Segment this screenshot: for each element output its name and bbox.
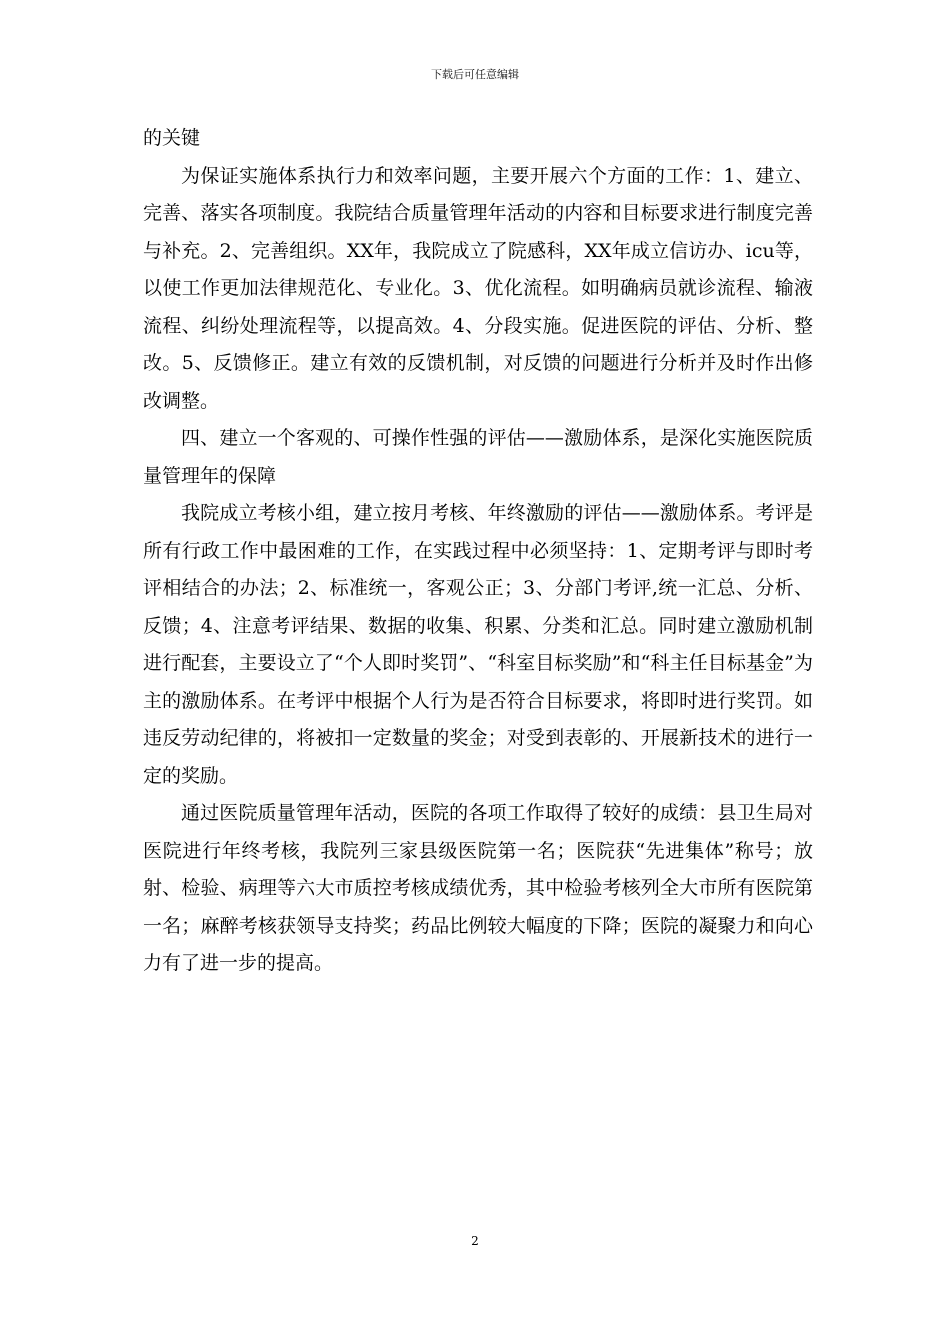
paragraph-results: 通过医院质量管理年活动，医院的各项工作取得了较好的成绩：县卫生局对医院进行年终考核，我院列三家县级医院第一名；医院获“先进集体”称号；放射、检验、病理等六大市质控考核成绩优秀，其中检验考核列全大市所有医院第一名；麻醉考核获领导支持奖；药品比例较大幅度的下降；医院的凝聚力和向心力有了进一步的提高。	[143, 802, 813, 974]
paragraph-continuation: 的关键	[143, 127, 201, 149]
page-header: 下载后可任意编辑	[431, 68, 519, 81]
page-number: 2	[471, 1234, 479, 1248]
section-heading-evaluation-system: 四、建立一个客观的、可操作性强的评估——激励体系，是深化实施医院质量管理年的保障	[143, 427, 813, 487]
document-body	[143, 120, 813, 983]
paragraph-evaluation-system: 我院成立考核小组，建立按月考核、年终激励的评估——激励体系。考评是所有行政工作中最困难的工作，在实践过程中必须坚持：1、定期考评与即时考评相结合的办法；2、标准统一，客观公正；3、分部门考评,统一汇总、分析、反馈；4、注意考评结果、数据的收集、积累、分类和汇总。同时建立激励机制进行配套，主要设立了“个人即时奖罚”、“科室目标奖励”和“科主任目标基金”为主的激励体系。在考评中根据个人行为是否符合目标要求，将即时进行奖罚。如违反劳动纪律的，将被扣一定数量的奖金；对受到表彰的、开展新技术的进行一定的奖励。	[143, 502, 813, 787]
paragraph-implementation-measures: 为保证实施体系执行力和效率问题，主要开展六个方面的工作：1、建立、完善、落实各项制度。我院结合质量管理年活动的内容和目标要求进行制度完善与补充。2、完善组织。XX年，我院成立了院感科，XX年成立信访办、icu等，以使工作更加法律规范化、专业化。3、优化流程。如明确病员就诊流程、输液流程、纠纷处理流程等，以提高效。4、分段实施。促进医院的评估、分析、整改。5、反馈修正。建立有效的反馈机制，对反馈的问题进行分析并及时作出修改调整。	[143, 164, 813, 412]
